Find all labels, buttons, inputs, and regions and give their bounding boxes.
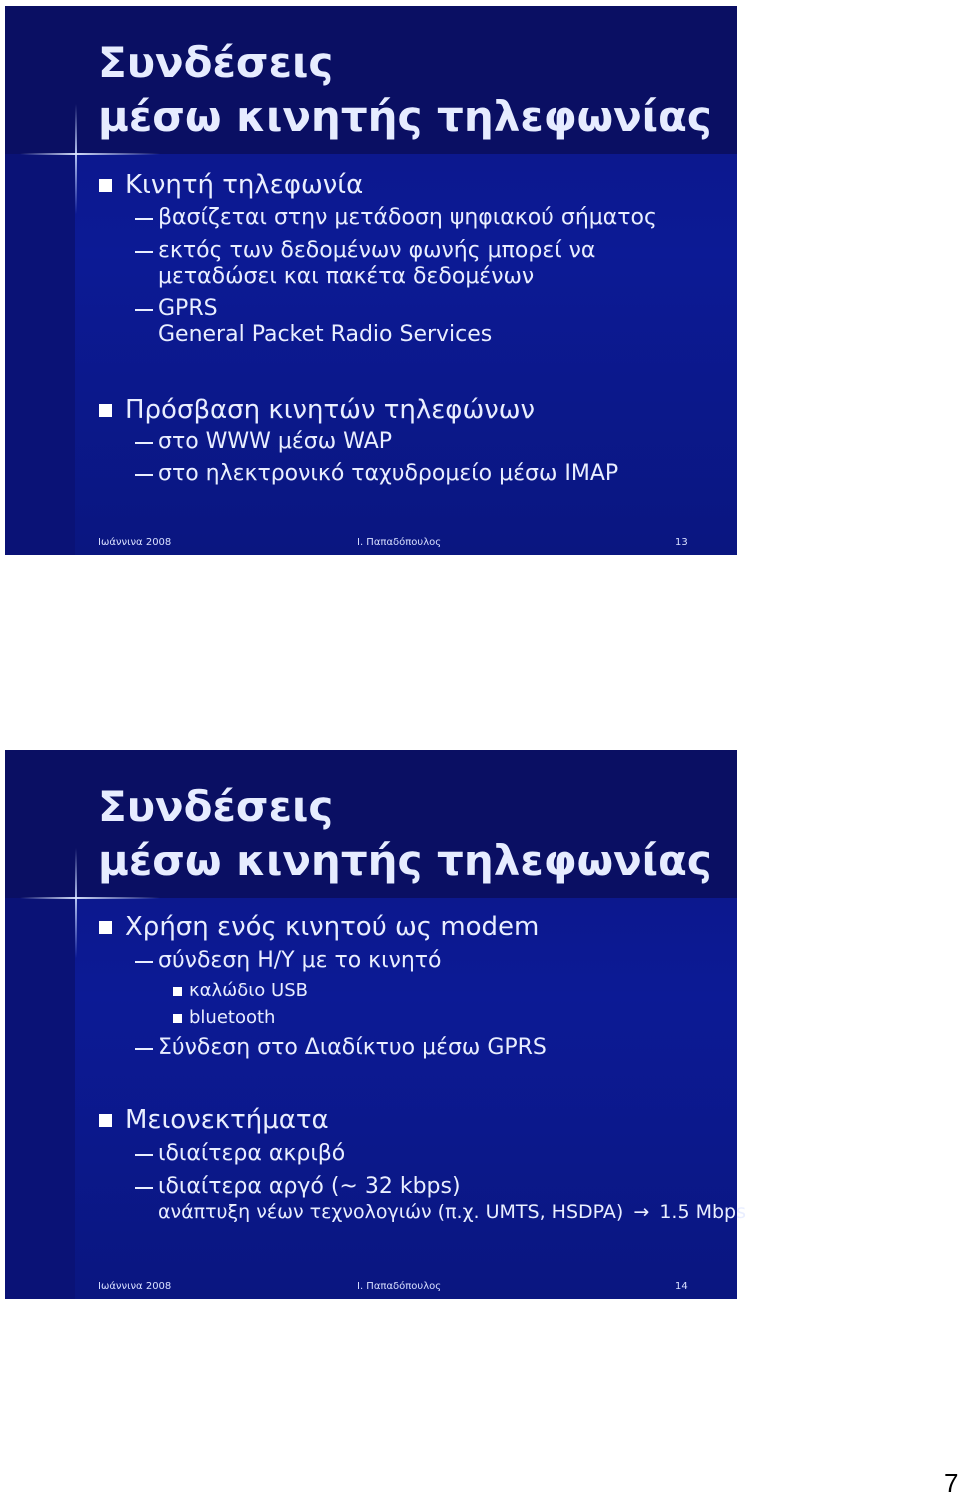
dash-bullet-icon bbox=[135, 442, 153, 444]
dash-bullet-icon bbox=[135, 474, 153, 476]
square-bullet-icon bbox=[173, 1014, 182, 1023]
sub-bullet-text: ιδιαίτερα αργό (~ 32 kbps) bbox=[158, 1174, 461, 1199]
footer-location: Ιωάννινα 2008 bbox=[98, 537, 172, 548]
sub-bullet-text-line bbox=[158, 1201, 746, 1223]
footer-slide-number: 14 bbox=[675, 1281, 688, 1292]
page-number: 7 bbox=[944, 1468, 959, 1498]
square-bullet-icon bbox=[99, 1114, 112, 1127]
sub-bullet-text: βασίζεται στην μετάδοση ψηφιακού σήματος bbox=[158, 205, 657, 230]
slide-13 bbox=[5, 6, 737, 555]
sub-sub-bullet-text: bluetooth bbox=[189, 1007, 276, 1028]
sub-bullet-text: σύνδεση Η/Υ με το κινητό bbox=[158, 948, 442, 973]
sub-bullet-text: στο ηλεκτρονικό ταχυδρομείο μέσω IMAP bbox=[158, 461, 619, 486]
sub-bullet-text: GPRS bbox=[158, 296, 218, 321]
footer-slide-number: 13 bbox=[675, 537, 688, 548]
sub-bullet-text: 1.5 Mbps bbox=[659, 1201, 746, 1223]
sub-bullet-text: στο WWW μέσω WAP bbox=[158, 429, 393, 454]
bullet-text: Μειονεκτήματα bbox=[125, 1105, 329, 1135]
sub-bullet-text: ανάπτυξη νέων τεχνολογιών (π.χ. UMTS, HSDPA) bbox=[158, 1201, 624, 1223]
dash-bullet-icon bbox=[135, 1187, 153, 1189]
dash-bullet-icon bbox=[135, 251, 153, 253]
footer-author: Ι. Παπαδόπουλος bbox=[357, 537, 442, 548]
square-bullet-icon bbox=[99, 179, 112, 192]
dash-bullet-icon bbox=[135, 1154, 153, 1156]
dash-bullet-icon bbox=[135, 309, 153, 311]
slide-14 bbox=[5, 750, 746, 1299]
sub-bullet-text: Σύνδεση στο Διαδίκτυο μέσω GPRS bbox=[158, 1035, 547, 1060]
decor-horizontal-line bbox=[20, 153, 160, 155]
left-strip bbox=[5, 898, 75, 1299]
bullet-text: Πρόσβαση κινητών τηλεφώνων bbox=[125, 395, 536, 425]
footer-author: Ι. Παπαδόπουλος bbox=[357, 1281, 442, 1292]
square-bullet-icon bbox=[99, 921, 112, 934]
dash-bullet-icon bbox=[135, 218, 153, 220]
sub-sub-bullet-text: καλώδιο USB bbox=[189, 980, 308, 1001]
footer-location: Ιωάννινα 2008 bbox=[98, 1281, 172, 1292]
right-arrow-icon: → bbox=[633, 1201, 650, 1223]
bullet-text: Χρήση ενός κινητού ως modem bbox=[125, 912, 540, 942]
decor-horizontal-line bbox=[20, 897, 160, 899]
decor-vertical-line bbox=[75, 104, 77, 214]
decor-vertical-line bbox=[75, 848, 77, 958]
slide-title-line2: μέσω κινητής τηλεφωνίας bbox=[98, 836, 712, 885]
slide-title-line2: μέσω κινητής τηλεφωνίας bbox=[98, 92, 712, 141]
sub-bullet-text: ιδιαίτερα ακριβό bbox=[158, 1141, 346, 1166]
slide-title bbox=[98, 36, 712, 144]
sub-bullet-text: μεταδώσει και πακέτα δεδομένων bbox=[158, 264, 535, 289]
sub-bullet-text: εκτός των δεδομένων φωνής μπορεί να bbox=[158, 238, 596, 263]
left-strip bbox=[5, 154, 75, 555]
slide-title-line1: Συνδέσεις bbox=[98, 782, 334, 831]
slide-title bbox=[98, 780, 712, 888]
bullet-text: Κινητή τηλεφωνία bbox=[125, 170, 364, 200]
sub-bullet-text: General Packet Radio Services bbox=[158, 322, 493, 347]
dash-bullet-icon bbox=[135, 961, 153, 963]
dash-bullet-icon bbox=[135, 1048, 153, 1050]
square-bullet-icon bbox=[99, 404, 112, 417]
slide-title-line1: Συνδέσεις bbox=[98, 38, 334, 87]
square-bullet-icon bbox=[173, 987, 182, 996]
